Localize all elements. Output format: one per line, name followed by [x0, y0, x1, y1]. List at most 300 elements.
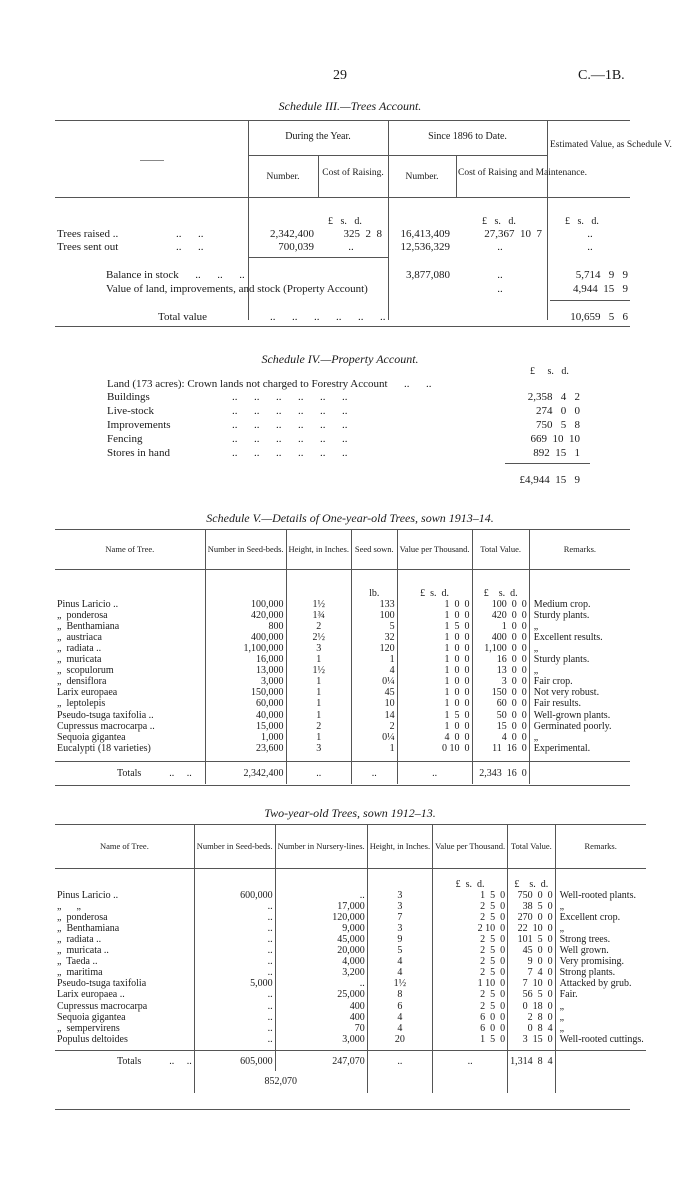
sched6-cell-ht: 4: [367, 956, 432, 967]
s4-item-label: Fencing: [107, 433, 143, 445]
s4-item-label: Improvements: [107, 419, 171, 431]
s3-sub-rule: [248, 155, 547, 156]
s6-unit-tot: £ s. d.: [508, 879, 556, 890]
sched6-cell-nurs: ..: [275, 978, 367, 989]
sched5-cell-num: 3,000: [205, 676, 286, 687]
sched5-cell-tot: 13 0 0: [472, 665, 529, 676]
s3-row-cost2: ..: [497, 241, 503, 253]
sched6-cell-name: Pinus Laricio ..: [55, 890, 194, 901]
sched5-cell-val: 1 0 0: [397, 676, 472, 687]
sched5-cell-name: „ ponderosa: [55, 610, 205, 621]
sched5-cell-ht: 1¾: [286, 610, 351, 621]
s3-balance-est: 5,714 9 9: [575, 269, 628, 281]
sched6-cell-seed: ..: [194, 967, 275, 978]
sched6-cell-rem: „: [559, 1011, 565, 1023]
table-row: [55, 1023, 646, 1034]
sched5-cell-ht: 2½: [286, 632, 351, 643]
s3-row-cost: 325 2 8: [343, 228, 382, 240]
sched5-cell-rem: Excellent results.: [533, 631, 603, 643]
sched5-cell-num: 15,000: [205, 721, 286, 732]
s3-lsd-3: £ s. d.: [565, 216, 599, 227]
s4-item-leader: .. .. .. .. .. ..: [232, 419, 348, 431]
s3-row-est: ..: [587, 228, 593, 240]
s3-cost-maint: Cost of Raising and Maintenance.: [458, 168, 588, 178]
page-number: 29: [333, 68, 347, 83]
s4-land: Land (173 acres): Crown lands not charged to Forestry Account .. ..: [107, 378, 432, 390]
sched5-cell-val: 1 0 0: [397, 698, 472, 709]
sched6-cell-nurs: 400: [275, 1012, 367, 1023]
sched6-cell-val: 2 5 0: [433, 967, 508, 978]
s3-land-cost: ..: [497, 283, 503, 295]
s3-estimated-value: Estimated Value, as Schedule V.: [550, 140, 672, 150]
sched5-cell-ht: 3: [286, 743, 351, 754]
s3-lsd-1: £ s. d.: [328, 216, 362, 227]
sched6-cell-nurs: 70: [275, 1023, 367, 1034]
s4-item-value: 750 5 8: [536, 419, 580, 431]
s3-vline-a: [318, 155, 319, 197]
sched5-cell-name: „ austriaca: [55, 632, 205, 643]
table-row: [55, 665, 630, 676]
s6-h-rem: Remarks.: [584, 841, 617, 851]
sched5-cell-tot: 16 0 0: [472, 654, 529, 665]
sched5-cell-seed: 32: [351, 632, 397, 643]
sched6-cell-ht: 5: [367, 945, 432, 956]
sched6-cell-seed: 5,000: [194, 978, 275, 989]
sched5-cell-rem: „: [533, 731, 539, 743]
sched6-cell-val: 2 5 0: [433, 945, 508, 956]
s4-item-label: Live-stock: [107, 405, 155, 417]
table-row: [55, 643, 630, 654]
sched6-cell-nurs: 20,000: [275, 945, 367, 956]
sched5-cell-tot: 50 0 0: [472, 710, 529, 721]
s3-rule: [248, 257, 388, 258]
sched5-cell-val: 1 0 0: [397, 687, 472, 698]
sched6-cell-tot: 38 5 0: [508, 901, 556, 912]
sched6-cell-rem: Attacked by grub.: [559, 978, 632, 990]
table-row: [55, 621, 630, 632]
sched6-cell-rem: „: [559, 900, 565, 912]
sched6-cell-nurs: ..: [275, 890, 367, 901]
sched6-cell-tot: 9 0 0: [508, 956, 556, 967]
sched6-cell-val: 1 5 0: [433, 1034, 508, 1045]
s3-row-num: 700,039: [278, 241, 314, 253]
sched5-cell-seed: 1: [351, 743, 397, 754]
sched5-cell-tot: 1 0 0: [472, 621, 529, 632]
sched6-cell-nurs: 25,000: [275, 989, 367, 1000]
s3-total-label: Total value: [158, 311, 208, 323]
sched6-cell-val: 1 5 0: [433, 890, 508, 901]
sched5-cell-num: 800: [205, 621, 286, 632]
sched5-cell-tot: 3 0 0: [472, 676, 529, 687]
sched5-cell-val: 1 5 0: [397, 710, 472, 721]
sched5-cell-name: Eucalypti (18 varieties): [55, 743, 205, 754]
s6-grand-total: 852,070: [194, 1071, 367, 1093]
sched5-cell-num: 420,000: [205, 610, 286, 621]
sched6-cell-ht: 20: [367, 1034, 432, 1045]
s4-item-label: Buildings: [107, 391, 150, 403]
sched5-cell-tot: 15 0 0: [472, 721, 529, 732]
sched5-cell-rem: Medium crop.: [533, 598, 591, 610]
s6-h-ht: Height, in Inches.: [367, 825, 432, 869]
sched6-cell-nurs: 4,000: [275, 956, 367, 967]
sched5-cell-val: 1 0 0: [397, 654, 472, 665]
s6-totals-label: Totals: [117, 1055, 142, 1067]
sched6-cell-seed: ..: [194, 1034, 275, 1045]
s5-unit-seed: lb.: [351, 588, 397, 599]
sched6-cell-tot: 0 8 4: [508, 1023, 556, 1034]
sched5-cell-seed: 2: [351, 721, 397, 732]
sched5-cell-name: „ muricata: [55, 654, 205, 665]
sched5-cell-num: 13,000: [205, 665, 286, 676]
sched6-cell-nurs: 9,000: [275, 923, 367, 934]
sched6-cell-ht: 3: [367, 901, 432, 912]
sched6-cell-seed: ..: [194, 1023, 275, 1034]
table-row: [55, 923, 646, 934]
sched6-cell-seed: 600,000: [194, 890, 275, 901]
s3-row-num2: 12,536,329: [400, 241, 450, 253]
table-row: [55, 967, 646, 978]
sched5-cell-seed: 5: [351, 621, 397, 632]
sched5-cell-ht: 1: [286, 710, 351, 721]
sched6-cell-ht: 4: [367, 967, 432, 978]
sched5-cell-rem: Germinated poorly.: [533, 720, 612, 732]
sched6-cell-tot: 7 4 0: [508, 967, 556, 978]
document-ref: C.—1B.: [578, 68, 625, 83]
s3-land-label: Value of land, improvements, and stock (Property Account): [106, 283, 368, 295]
schedule-6-title: Two-year-old Trees, sown 1912–13.: [264, 806, 436, 820]
sched5-cell-tot: 420 0 0: [472, 610, 529, 621]
s4-lsd: £ s. d.: [530, 366, 569, 377]
sched6-cell-tot: 3 15 0: [508, 1034, 556, 1045]
sched6-cell-nurs: 3,200: [275, 967, 367, 978]
sched6-cell-tot: 22 10 0: [508, 923, 556, 934]
s3-lsd-2: £ s. d.: [482, 216, 516, 227]
s6-h-nurs: Number in Nursery-lines.: [275, 825, 367, 869]
s3-row-num: 2,342,400: [270, 228, 314, 240]
sched5-cell-seed: 120: [351, 643, 397, 654]
sched6-cell-tot: 45 0 0: [508, 945, 556, 956]
s3-number-2: Number.: [405, 172, 439, 182]
sched5-cell-ht: 3: [286, 643, 351, 654]
s3-row-dots: .. ..: [176, 241, 204, 253]
s5-h-val: Value per Thousand.: [397, 530, 472, 570]
sched5-cell-num: 40,000: [205, 710, 286, 721]
sched5-cell-tot: 4 0 0: [472, 732, 529, 743]
sched5-cell-seed: 14: [351, 710, 397, 721]
s3-total-est: 10,659 5 6: [570, 311, 628, 323]
s5-totals-label: Totals: [117, 767, 142, 779]
sched5-cell-tot: 60 0 0: [472, 698, 529, 709]
sched6-cell-seed: ..: [194, 945, 275, 956]
sched6-cell-rem: „: [559, 1000, 565, 1012]
schedule-3-title: Schedule III.—Trees Account.: [278, 99, 422, 113]
sched6-cell-nurs: 3,000: [275, 1034, 367, 1045]
table-row: [55, 1034, 646, 1045]
s5-h-seed: Seed sown.: [351, 530, 397, 570]
sched6-cell-name: „ „: [55, 901, 194, 912]
s4-total-rule: [505, 463, 590, 464]
schedule-6-table: Name of Tree. Number in Seed-beds. Number in Nursery-lines. Height, in Inches. Value per Thousand. Total Value. Remarks. £ s. d. £ s. d. Pinus Laricio .. 600,000 .. 3 1 5 0 750 0 0 Well-rooted plants. „ „ .. 17,000 3 2 5 0 38 5 0 „ „ ponderosa .. 120,000 7 2 5 0 270 0 0 Excellent crop. „ Benthamiana .. 9,000 3 2 10 0 22 10 0 „ „ radiata .. .. 45,000 9 2 5 0 101 5 0 Strong trees. „ muricata .. .. 20,000 5 2 5 0 45 0 0 Well grown. „ Taeda .. .. 4,000 4 2 5 0 9 0 0 Very promising. „ maritima .. 3,200 4 2 5 0 7 4 0 Strong plants. Pseudo-tsuga taxifolia 5,000 .. 1½ 1 10 0 7 10 0 Attacked by grub. Larix europaea .. .. 25,000 8 2 5 0 56 5 0 Fair. Cupressus macrocarpa .. 400 6 2 5 0 0 18 0 „ Sequoia gigantea .. 400 4 6 0 0 2 8 0 „ „ sempervirens .. 70 4 6 0 0 0 8 4 „ Populus deltoides .. 3,000 20 1 5 0 3 15 0 Well-rooted cuttings. Totals .. .. 605,000 247,070 .. .. 1,314 8 4 852,070: [55, 824, 646, 1093]
s6-h-tot: Total Value.: [508, 825, 556, 869]
s3-row-cost2: 27,367 10 7: [484, 228, 542, 240]
s3-balance-cost: ..: [497, 269, 503, 281]
table-row: [55, 956, 646, 967]
sched5-cell-val: 1 0 0: [397, 610, 472, 621]
sched6-cell-seed: ..: [194, 901, 275, 912]
sched6-cell-tot: 56 5 0: [508, 989, 556, 1000]
sched5-cell-tot: 11 16 0: [472, 743, 529, 754]
sched6-cell-rem: „: [559, 922, 565, 934]
table-row: [55, 743, 630, 754]
sched6-cell-tot: 270 0 0: [508, 912, 556, 923]
sched6-cell-ht: 8: [367, 989, 432, 1000]
s5-h-tot: Total Value.: [472, 530, 529, 570]
table-row: [55, 901, 646, 912]
s3-row-est: ..: [587, 241, 593, 253]
sched5-cell-num: 23,600: [205, 743, 286, 754]
sched6-cell-rem: Well-rooted cuttings.: [559, 1033, 644, 1045]
sched6-cell-ht: 3: [367, 890, 432, 901]
sched6-cell-val: 2 5 0: [433, 934, 508, 945]
sched5-cell-seed: 10: [351, 698, 397, 709]
s4-item-value: 274 0 0: [536, 405, 580, 417]
sched5-cell-seed: 0¼: [351, 732, 397, 743]
s3-during-year: During the Year.: [285, 131, 351, 142]
sched6-cell-val: 2 5 0: [433, 989, 508, 1000]
s3-vline-b: [456, 155, 457, 197]
s6-unit-val: £ s. d.: [433, 879, 508, 890]
table-row: [55, 654, 630, 665]
sched6-cell-name: „ radiata ..: [55, 934, 194, 945]
s6-totals-seed: 605,000: [194, 1051, 275, 1071]
sched5-cell-name: Pseudo-tsuga taxifolia ..: [55, 710, 205, 721]
sched5-cell-name: „ radiata ..: [55, 643, 205, 654]
sched5-cell-ht: 1: [286, 676, 351, 687]
s5-h-name: Name of Tree.: [55, 530, 205, 570]
sched5-cell-ht: 1½: [286, 599, 351, 610]
s6-bottom-rule: [55, 1109, 630, 1110]
sched6-cell-rem: Very promising.: [559, 956, 625, 968]
s4-item-value: 2,358 4 2: [527, 391, 580, 403]
s6-h-seed: Number in Seed-beds.: [194, 825, 275, 869]
s3-header-bottom-rule: [55, 197, 630, 198]
s3-row-cost: ..: [348, 241, 354, 253]
table-row: [55, 989, 646, 1000]
table-row: [55, 945, 646, 956]
sched5-cell-ht: 1: [286, 732, 351, 743]
sched6-cell-name: Populus deltoides: [55, 1034, 194, 1045]
sched6-cell-val: 1 10 0: [433, 978, 508, 989]
sched5-cell-name: Sequoia gigantea: [55, 732, 205, 743]
sched6-cell-val: 2 5 0: [433, 956, 508, 967]
sched5-cell-rem: Experimental.: [533, 742, 591, 754]
sched5-cell-ht: 1: [286, 687, 351, 698]
s3-row-label: Trees raised ..: [57, 228, 119, 240]
sched6-cell-rem: Strong plants.: [559, 967, 616, 979]
sched5-cell-rem: Sturdy plants.: [533, 609, 590, 621]
sched6-cell-name: „ muricata ..: [55, 945, 194, 956]
s5-totals-num: 2,342,400: [205, 762, 286, 784]
schedule-3-top-rule: [55, 120, 630, 121]
sched6-cell-nurs: 120,000: [275, 912, 367, 923]
s5-h-rem: Remarks.: [563, 544, 597, 554]
sched6-cell-name: „ Benthamiana: [55, 923, 194, 934]
sched6-cell-ht: 9: [367, 934, 432, 945]
sched5-cell-ht: 1½: [286, 665, 351, 676]
s6-h-name: Name of Tree.: [55, 825, 194, 869]
sched5-cell-seed: 0¼: [351, 676, 397, 687]
sched5-cell-num: 100,000: [205, 599, 286, 610]
s4-item-label: Stores in hand: [107, 447, 170, 459]
sched6-cell-name: „ ponderosa: [55, 912, 194, 923]
table-row: [55, 732, 630, 743]
s3-vline-2: [388, 120, 389, 320]
sched5-cell-rem: Not very robust.: [533, 687, 600, 699]
sched6-cell-name: Cupressus macrocarpa: [55, 1001, 194, 1012]
sched6-cell-seed: ..: [194, 989, 275, 1000]
s3-cost-raising: Cost of Raising.: [322, 168, 384, 178]
sched6-cell-name: Sequoia gigantea: [55, 1012, 194, 1023]
sched6-cell-ht: 4: [367, 1023, 432, 1034]
sched5-cell-val: 4 0 0: [397, 732, 472, 743]
table-row: [55, 978, 646, 989]
table-row: [55, 890, 646, 901]
sched5-cell-tot: 100 0 0: [472, 599, 529, 610]
sched6-cell-nurs: 400: [275, 1001, 367, 1012]
s3-since-1896: Since 1896 to Date.: [428, 131, 507, 142]
sched6-cell-seed: ..: [194, 934, 275, 945]
sched6-cell-seed: ..: [194, 923, 275, 934]
s6-totals-tot: 1,314 8 4: [508, 1051, 556, 1071]
sched5-cell-name: Cupressus macrocarpa ..: [55, 721, 205, 732]
s4-item-leader: .. .. .. .. .. ..: [232, 391, 348, 403]
sched6-cell-ht: 6: [367, 1001, 432, 1012]
s5-bottom-rule: [55, 785, 630, 786]
sched6-cell-rem: Well-rooted plants.: [559, 889, 636, 901]
sched6-cell-val: 6 0 0: [433, 1023, 508, 1034]
sched5-cell-num: 60,000: [205, 698, 286, 709]
sched5-cell-seed: 100: [351, 610, 397, 621]
sched6-cell-rem: „: [559, 1022, 565, 1034]
s4-item-value: 669 10 10: [530, 433, 580, 445]
s3-stub-dash: [140, 160, 164, 161]
sched5-cell-ht: 2: [286, 621, 351, 632]
sched5-cell-name: „ leptolepis: [55, 698, 205, 709]
sched6-cell-val: 2 5 0: [433, 901, 508, 912]
s4-item-leader: .. .. .. .. .. ..: [232, 433, 348, 445]
sched5-cell-name: „ scopulorum: [55, 665, 205, 676]
sched6-cell-seed: ..: [194, 956, 275, 967]
s3-bottom-rule: [55, 326, 630, 327]
sched5-cell-seed: 1: [351, 654, 397, 665]
sched5-cell-seed: 45: [351, 687, 397, 698]
sched5-cell-ht: 1: [286, 698, 351, 709]
sched6-cell-nurs: 17,000: [275, 901, 367, 912]
sched5-cell-rem: Well-grown plants.: [533, 709, 611, 721]
sched5-cell-seed: 4: [351, 665, 397, 676]
table-row: [55, 934, 646, 945]
schedule-5-title: Schedule V.—Details of One-year-old Trees, sown 1913–14.: [206, 511, 494, 525]
table-row: [55, 599, 630, 610]
sched5-cell-seed: 133: [351, 599, 397, 610]
sched6-cell-ht: 4: [367, 1012, 432, 1023]
sched5-cell-rem: Sturdy plants.: [533, 654, 590, 666]
table-row: [55, 687, 630, 698]
s4-item-leader: .. .. .. .. .. ..: [232, 447, 348, 459]
sched6-cell-tot: 101 5 0: [508, 934, 556, 945]
s4-item-leader: .. .. .. .. .. ..: [232, 405, 348, 417]
sched5-cell-val: 1 0 0: [397, 665, 472, 676]
s3-number: Number.: [266, 172, 300, 182]
sched5-cell-rem: Fair crop.: [533, 676, 573, 688]
sched6-cell-name: Larix europaea ..: [55, 989, 194, 1000]
sched6-cell-seed: ..: [194, 1012, 275, 1023]
sched5-cell-num: 150,000: [205, 687, 286, 698]
sched5-cell-ht: 2: [286, 721, 351, 732]
sched6-cell-name: „ Taeda ..: [55, 956, 194, 967]
table-row: [55, 698, 630, 709]
sched6-cell-tot: 0 18 0: [508, 1001, 556, 1012]
sched6-cell-val: 2 5 0: [433, 912, 508, 923]
sched6-cell-tot: 750 0 0: [508, 890, 556, 901]
sched6-cell-rem: Fair.: [559, 989, 578, 1001]
table-row: [55, 1001, 646, 1012]
s3-total-rule: [550, 300, 630, 301]
sched6-cell-rem: Excellent crop.: [559, 911, 621, 923]
sched5-cell-rem: „: [533, 620, 539, 632]
s5-h-ht: Height, in Inches.: [286, 530, 351, 570]
sched5-cell-num: 1,000: [205, 732, 286, 743]
table-row: [55, 632, 630, 643]
sched5-cell-tot: 400 0 0: [472, 632, 529, 643]
sched5-cell-val: 0 10 0: [397, 743, 472, 754]
sched6-cell-name: „ sempervirens: [55, 1023, 194, 1034]
s5-unit-tot: £ s. d.: [472, 588, 529, 599]
sched6-cell-nurs: 45,000: [275, 934, 367, 945]
s3-vline-3: [547, 120, 548, 320]
sched6-cell-rem: Well grown.: [559, 945, 609, 957]
s4-total: £4,944 15 9: [519, 474, 580, 486]
sched5-cell-val: 1 0 0: [397, 599, 472, 610]
table-row: [55, 710, 630, 721]
s6-totals-nurs: 247,070: [275, 1051, 367, 1071]
s3-row-label: Trees sent out: [57, 241, 119, 253]
sched5-cell-rem: „: [533, 665, 539, 677]
table-row: [55, 1012, 646, 1023]
sched6-cell-name: „ maritima: [55, 967, 194, 978]
sched5-cell-tot: 1,100 0 0: [472, 643, 529, 654]
s5-unit-val: £ s. d.: [397, 588, 472, 599]
s3-balance-num: 3,877,080: [406, 269, 450, 281]
s3-row-num2: 16,413,409: [400, 228, 450, 240]
s3-total-dots: .. .. .. .. .. ..: [270, 311, 386, 323]
sched6-cell-tot: 7 10 0: [508, 978, 556, 989]
sched5-cell-num: 1,100,000: [205, 643, 286, 654]
sched6-cell-ht: 3: [367, 923, 432, 934]
sched5-cell-val: 1 0 0: [397, 643, 472, 654]
s3-land-est: 4,944 15 9: [573, 283, 628, 295]
sched5-cell-ht: 1: [286, 654, 351, 665]
sched6-cell-val: 2 5 0: [433, 1001, 508, 1012]
sched5-cell-val: 1 5 0: [397, 621, 472, 632]
schedule-5-table: Name of Tree. Number in Seed-beds. Height, in Inches. Seed sown. Value per Thousand. Total Value. Remarks. lb. £ s. d. £ s. d. Pinus Laricio .. 100,000 1½ 133 1 0 0 100 0 0 Medium crop. „ ponderosa 420,000 1¾ 100 1 0 0 420 0 0 Sturdy plants. „ Benthamiana 800 2 5 1 5 0 1 0 0 „ „ austriaca 400,000 2½ 32 1 0 0 400 0 0 Excellent results. „ radiata .. 1,100,000 3 120 1 0 0 1,100 0 0 „ „ muricata 16,000 1 1 1 0 0 16 0 0 Sturdy plants. „ scopulorum 13,000 1½ 4 1 0 0 13 0 0 „ „ densiflora 3,000 1 0¼ 1 0 0 3 0 0 Fair crop. Larix europaea 150,000 1 45 1 0 0 150 0 0 Not very robust. „ leptolepis 60,000 1 10 1 0 0 60 0 0 Fair results. Pseudo-tsuga taxifolia .. 40,000 1 14 1 5 0 50 0 0 Well-grown plants. Cupressus macrocarpa .. 15,000 2 2 1 0 0 15 0 0 Germinated poorly. Sequoia gigantea 1,000 1 0¼ 4 0 0 4 0 0 „ Eucalypti (18 varieties) 23,600 3 1 0 10 0 11 16 0 Experimental. Totals .. .. 2,342,400 .. .. .. 2,343 16 0: [55, 529, 630, 784]
sched5-cell-name: Larix europaea: [55, 687, 205, 698]
s4-item-value: 892 15 1: [533, 447, 580, 459]
sched6-cell-ht: 1½: [367, 978, 432, 989]
sched6-cell-rem: Strong trees.: [559, 933, 611, 945]
sched5-cell-name: Pinus Laricio ..: [55, 599, 205, 610]
sched6-cell-seed: ..: [194, 1001, 275, 1012]
